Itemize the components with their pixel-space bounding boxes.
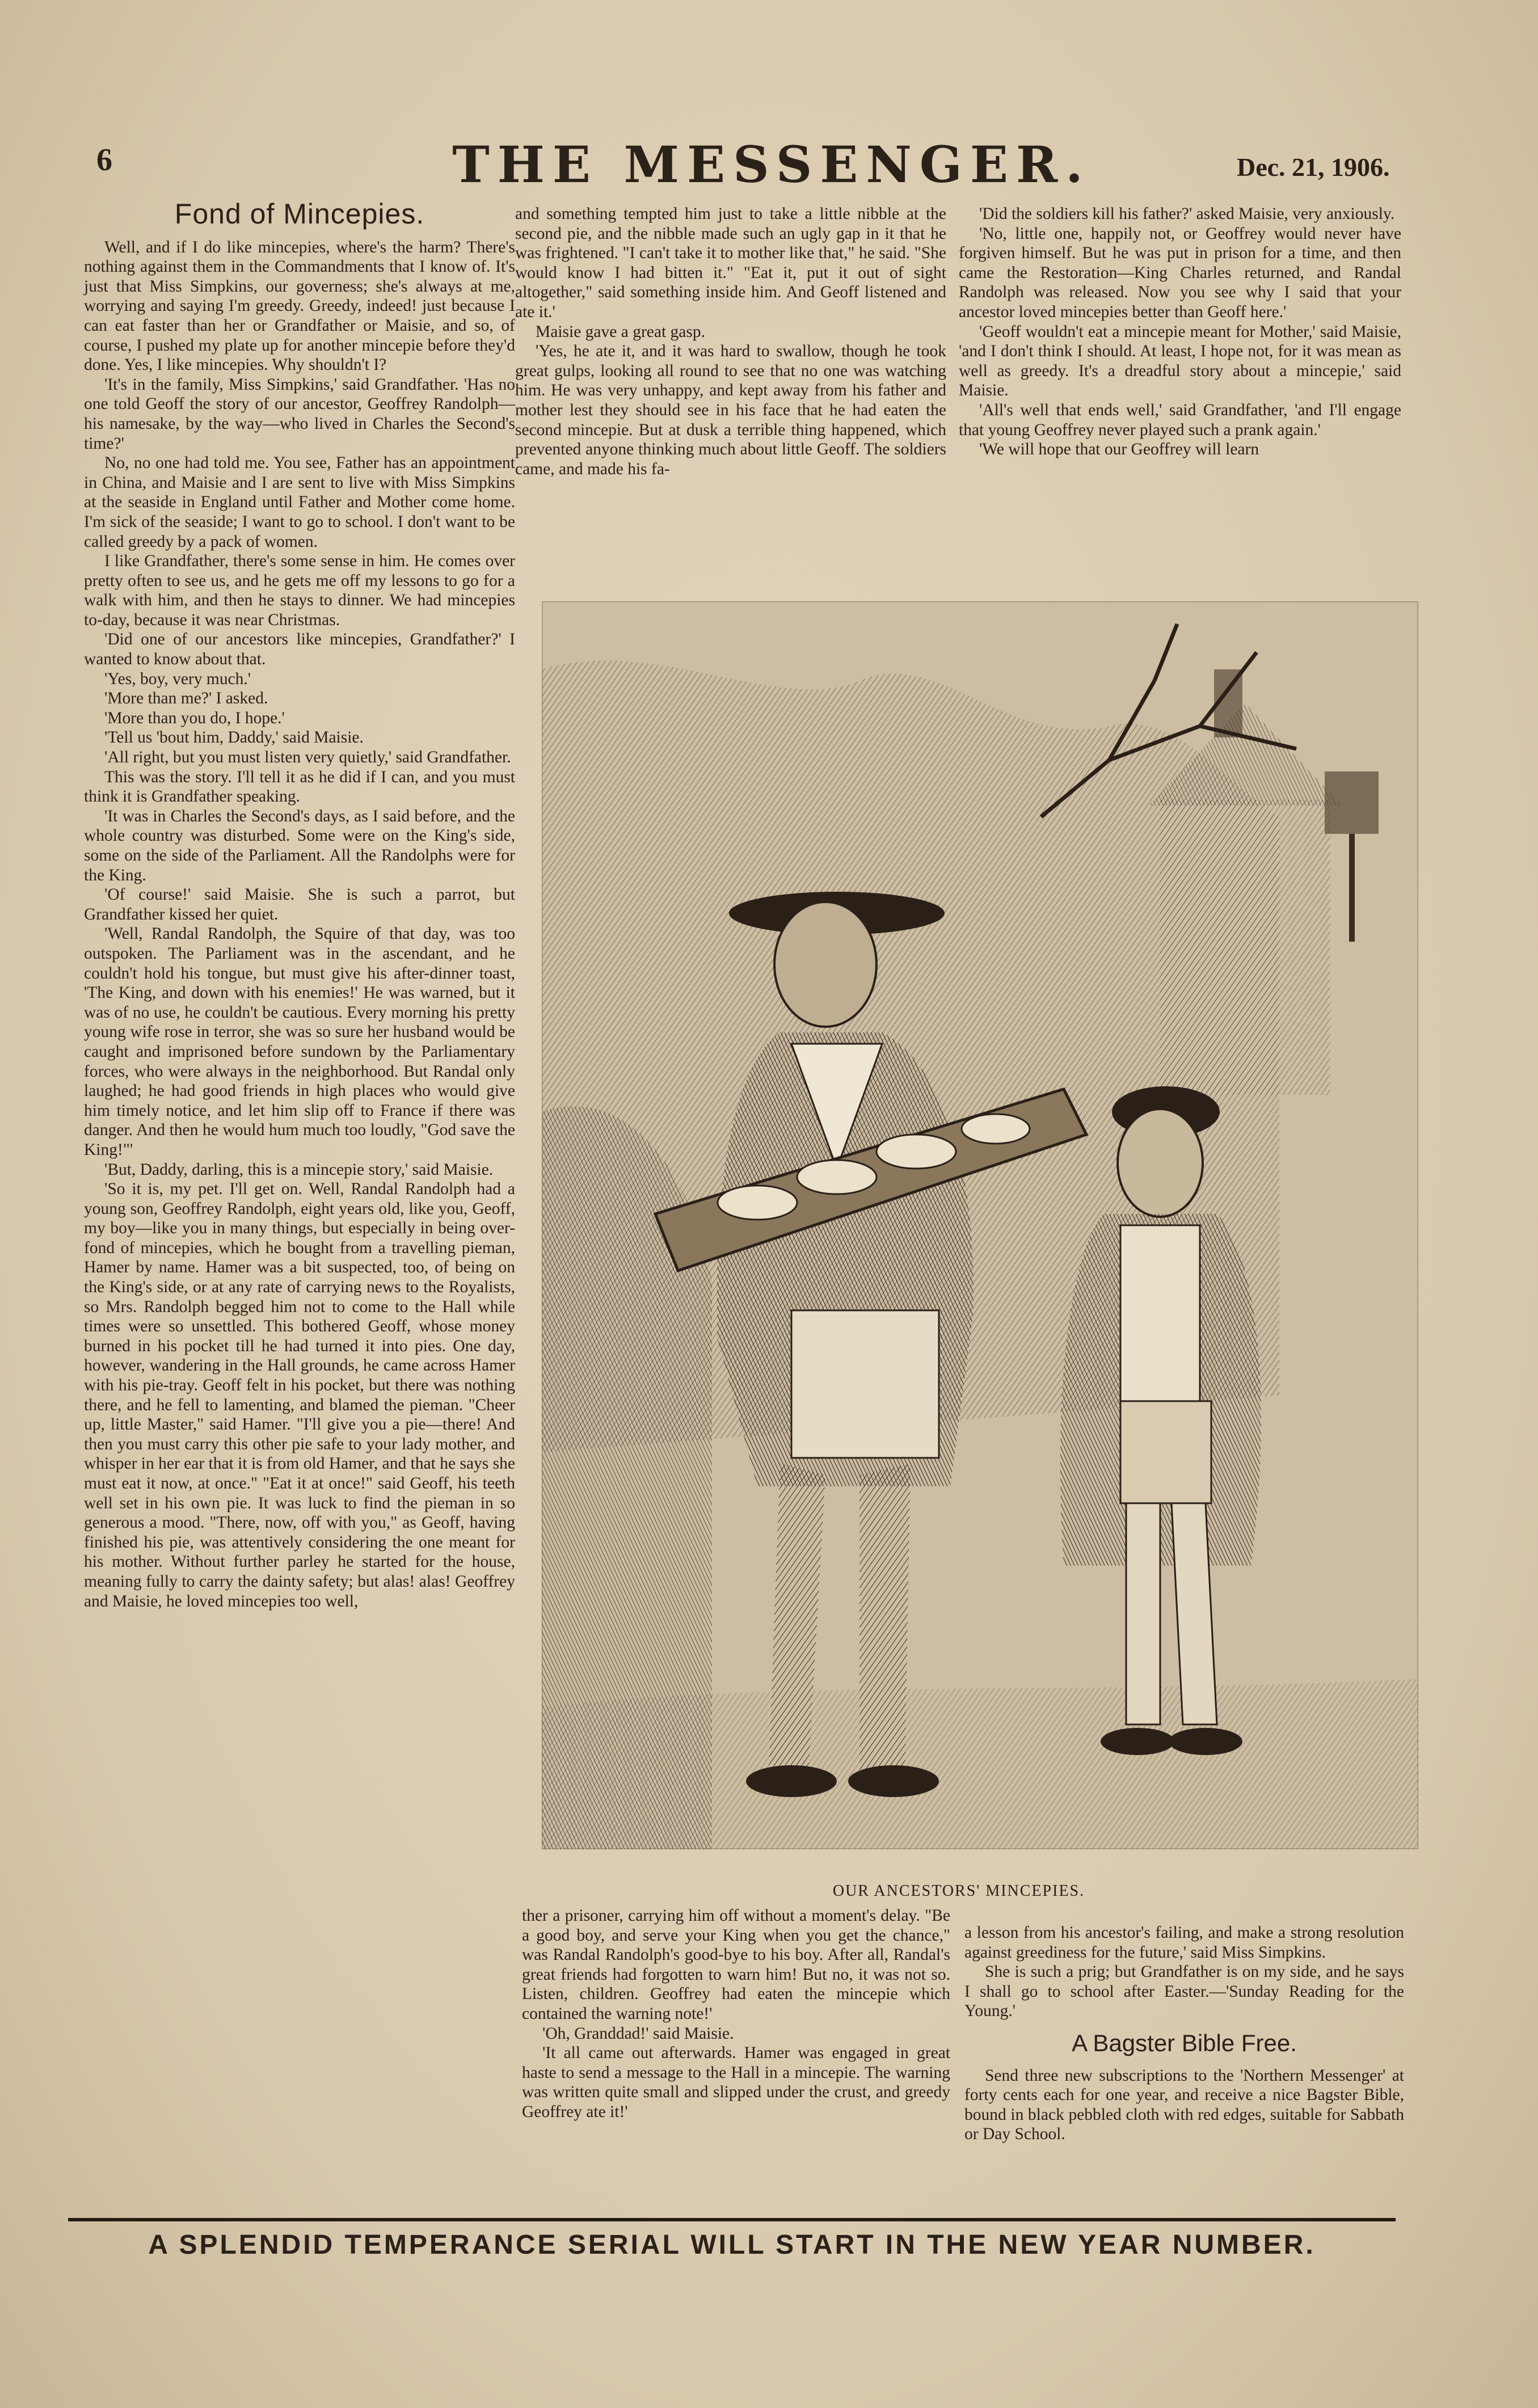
paragraph: 'No, little one, happily not, or Geoffrey would never have forgiven himself. But he was put in prison for a time, and then came the Restoration—King Charles returned, and Randal Randolph was released. Now you see why I said that your ancestor loved mincepies better than Geoff here.' [959,224,1401,321]
paragraph: 'Well, Randal Randolph, the Squire of that day, was too outspoken. The Parliament was in the ascendant, and he couldn't hold his tongue, but must give his after-dinner toast, 'The King, and down with his enemies!' He was warned, but it was of no use, he couldn't be cautious. Every morning his pretty young wife rose in terror, she was so sure her husband would be caught and imprisoned before sundown by the Parliamentary forces, who were always in the neighborhood. But Randal only laughed; he had good friends in high places who would give him timely notice, and let him slip off to France if there was danger. And then he would hum much too loudly, "God save the King!"' [84,925,515,1159]
article-column-2-continued [522,1906,950,2122]
paragraph: No, no one had told me. You see, Father has an appointment in China, and Maisie and I are sent to live with Miss Simpkins at the seaside in England until Father and Mother come home. I'm sick of the seaside; I want to go to school. I don't want to be called greedy by a pack of women. [84,454,515,551]
paragraph: She is such a prig; but Grandfather is on my side, and he says I shall go to school after Easter.—'Sunday Reading for the Young.' [964,1963,1404,2021]
paragraph: 'Did the soldiers kill his father?' asked Maisie, very anxiously. [979,205,1395,223]
notice-text: Send three new subscriptions to the 'Northern Messenger' at forty cents each for one year, and receive a nice Bagster Bible, bound in black pebbled cloth with red edges, suitable for Sabbath or Day School. [964,2066,1404,2144]
article-headline: Fond of Mincepies. [174,198,425,230]
paragraph: and something tempted him just to take a little nibble at the second pie, and the nibble made such an ugly gap in it that he was frightened. "I can't take it to mother like that," he said. "She would know I had bitten it." "Eat it, put it out of sight altogether," said something inside him. And Geoff listened and ate it.' [515,205,946,321]
engraving-illustration [542,601,1418,1849]
paragraph: 'Geoff wouldn't eat a mincepie meant for Mother,' said Maisie, 'and I don't think I should. At least, I hope not, for it was mean as well as greedy. It's a dreadful story about a mincepie,' said Maisie. [959,322,1401,400]
paragraph: 'More than you do, I hope.' [104,709,285,727]
paragraph: 'Did one of our ancestors like mincepies, Grandfather?' I wanted to know about that. [84,630,515,669]
paragraph: 'But, Daddy, darling, this is a mincepie story,' said Maisie. [104,1160,494,1179]
footer-rule [68,2218,1396,2221]
paragraph: 'Tell us 'bout him, Daddy,' said Maisie. [104,728,364,747]
paragraph: This was the story. I'll tell it as he did if I can, and you must think it is Grandfather speaking. [84,767,515,806]
paragraph: 'Yes, he ate it, and it was hard to swallow, though he took great gulps, looking all round to see that no one was watching him. He was very unhappy, and kept away from his father and mother lest they should see in his face that he had eaten the second mincepie. But at dusk a terrible thing happened, which prevented anyone thinking much about little Geoff. The soldiers came, and made his fa- [515,342,946,478]
footer-banner: A SPLENDID TEMPERANCE SERIAL WILL START IN THE NEW YEAR NUMBER. [148,2230,1316,2260]
paragraph: 'We will hope that our Geoffrey will learn [979,440,1259,459]
page-number: 6 [96,142,112,178]
notice-headline: A Bagster Bible Free. [1072,2029,1297,2056]
paragraph: 'It's in the family, Miss Simpkins,' said Grandfather. 'Has no one told Geoff the story of our ancestor, Geoffrey Randolph—his namesake, by the way—who lived in Charles the Second's time?' [84,375,515,453]
paragraph: 'It all came out afterwards. Hamer was engaged in great haste to send a message to the Hall in a mincepie. The warning was written quite small and slipped under the crust, and greedy Geoffrey ate it!' [522,2044,950,2121]
article-column-3-continued [964,1923,1404,2144]
masthead-title: THE MESSENGER. [452,135,1091,194]
article-column-2 [515,204,946,479]
paragraph: 'Yes, boy, very much.' [104,669,251,688]
paragraph: 'So it is, my pet. I'll get on. Well, Randal Randolph had a young son, Geoffrey Randolph, eight years old, like you, Geoff, my boy—like you in many things, but especially in being over-fond of mincepies, which he bought from a travelling pieman, Hamer by name. Hamer was a bit suspected, too, of being on the King's side, or at any rate of carrying news to the Royalists, so Mrs. Randolph begged him not to come to the Hall while times were so unsettled. This bothered Geoff, whose money burned in his pocket till he had turned it into pies. One day, however, wandering in the Hall grounds, he came across Hamer with his pie-tray. Geoff felt in his pocket, but there was nothing there, and he fell to lamenting, and blamed the pieman. "Cheer up, little Master," said Hamer. "I'll give you a pie—there! And then you must carry this other pie safe to your lady mother, and whisper in her ear that it is from old Hamer, and that he says she must eat it now, at once." "Eat it at once!" said Geoff, his teeth well set in his own pie. It was luck to find the pieman in so generous a mood. "There, now, off with you," as Geoff, having finished his pie, was attentively considering the one meant for his mother. Without further parley he started for the house, meaning fully to carry the dainty safety; but alas! alas! Geoffrey and Maisie, he loved mincepies too well, [84,1180,515,1610]
paragraph: Well, and if I do like mincepies, where's the harm? There's nothing against them in the Commandments that I know of. It's just that Miss Simpkins, our governess; she's always at me, worrying and saying I'm greedy. Greedy, indeed! just because I can eat faster than her or Grandfather or Maisie, and so, of course, I pushed my plate up for another mincepie before they'd done. Yes, I like mincepies. Why shouldn't I? [84,238,515,374]
paragraph: 'More than me?' I asked. [104,689,268,708]
paragraph: 'All right, but you must listen very quietly,' said Grandfather. [104,748,511,767]
article-column-3 [959,204,1401,459]
paragraph: 'Oh, Granddad!' said Maisie. [542,2024,734,2043]
paragraph: 'Of course!' said Maisie. She is such a parrot, but Grandfather kissed her quiet. [84,885,515,923]
paragraph: 'It was in Charles the Second's days, as I said before, and the whole country was disturbed. Some were on the King's side, some on the side of the Parliament. All the Randolphs were for the King. [84,807,515,884]
illustration-caption: OUR ANCESTORS' MINCEPIES. [832,1882,1085,1900]
paragraph: I like Grandfather, there's some sense in him. He comes over pretty often to see us, and he gets me off my lessons to go for a walk with him, and then he stays to dinner. We had mincepies to-day, because it was near Christmas. [84,552,515,629]
issue-date: Dec. 21, 1906. [1237,153,1390,182]
paragraph: 'All's well that ends well,' said Grandfather, 'and I'll engage that young Geoffrey never played such a prank again.' [959,400,1401,439]
paragraph: Maisie gave a great gasp. [536,322,705,341]
paragraph: a lesson from his ancestor's failing, and make a strong resolution against greediness for the future,' said Miss Simpkins. [964,1924,1404,1962]
paragraph: ther a prisoner, carrying him off without a moment's delay. "Be a good boy, and serve your King when you get the chance," was Randal Randolph's good-bye to his boy. After all, Randal's great friends had forgotten to warn him! But no, it was not so. Listen, children. Geoffrey had eaten the mincepie which contained the warning note!' [522,1907,950,2023]
article-column-1 [84,198,515,1611]
